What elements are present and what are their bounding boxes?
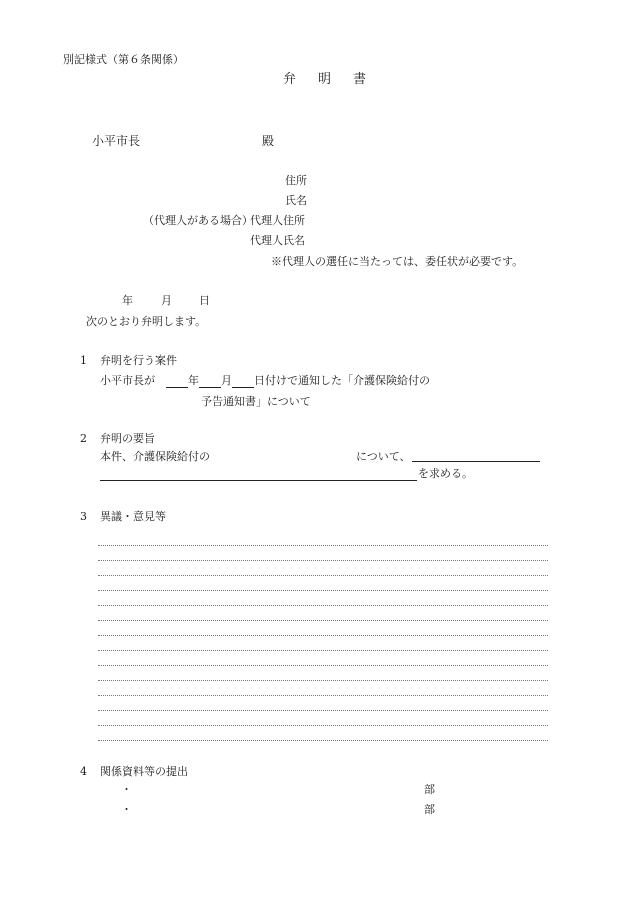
ruled-line[interactable] xyxy=(98,560,548,561)
ruled-line[interactable] xyxy=(98,620,548,621)
agent-address-label: 代理人住所 xyxy=(250,214,305,227)
address-label: 住所 xyxy=(285,174,307,187)
ruled-line[interactable] xyxy=(98,725,548,726)
case-line-1 xyxy=(100,374,430,388)
summary-line-1-mid: について、 xyxy=(356,450,411,463)
name-label: 氏名 xyxy=(285,194,307,207)
form-reference: 別記様式（第６条関係） xyxy=(63,53,184,66)
summary-blank-2[interactable] xyxy=(100,480,417,481)
ruled-line[interactable] xyxy=(98,680,548,681)
date-month: 月 xyxy=(161,294,172,307)
case-year-blank[interactable] xyxy=(166,375,188,388)
case-line-1-start: 小平市長が xyxy=(100,374,155,387)
ruled-line[interactable] xyxy=(98,590,548,591)
section-number: 4 xyxy=(80,765,87,778)
ruled-line[interactable] xyxy=(98,605,548,606)
summary-line-2-end: を求める。 xyxy=(418,467,473,480)
ruled-line[interactable] xyxy=(98,575,548,576)
title-char: 明 xyxy=(318,72,332,87)
section-heading: 弁明を行う案件 xyxy=(100,354,177,367)
material-bullet: ・ xyxy=(121,783,132,796)
case-line-2: 予告通知書」について xyxy=(201,395,311,408)
section-number: 1 xyxy=(80,354,87,367)
addressee-name: 小平市長 xyxy=(92,134,141,148)
case-month: 月 xyxy=(221,374,232,387)
section-heading: 関係資料等の提出 xyxy=(100,765,188,778)
section-heading: 異議・意見等 xyxy=(100,510,166,523)
ruled-line[interactable] xyxy=(98,635,548,636)
agent-condition: （代理人がある場合） xyxy=(143,214,253,227)
agent-note: ※代理人の選任に当たっては、委任状が必要です。 xyxy=(271,255,524,268)
title-char: 書 xyxy=(353,72,367,87)
ruled-line[interactable] xyxy=(98,695,548,696)
section-heading: 弁明の要旨 xyxy=(100,432,155,445)
material-bullet: ・ xyxy=(121,803,132,816)
ruled-line[interactable] xyxy=(98,665,548,666)
ruled-line[interactable] xyxy=(98,650,548,651)
case-year: 年 xyxy=(188,374,199,387)
material-unit: 部 xyxy=(424,803,435,816)
case-day-blank[interactable] xyxy=(232,375,254,388)
ruled-line[interactable] xyxy=(98,740,548,741)
case-month-blank[interactable] xyxy=(199,375,221,388)
material-unit: 部 xyxy=(424,783,435,796)
ruled-line[interactable] xyxy=(98,710,548,711)
section-number: 2 xyxy=(80,432,87,445)
agent-name-label: 代理人氏名 xyxy=(250,234,305,247)
intro-text: 次のとおり弁明します。 xyxy=(86,315,207,328)
summary-blank-1[interactable] xyxy=(412,461,540,462)
date-year: 年 xyxy=(122,294,133,307)
section-number: 3 xyxy=(80,510,87,523)
date-day: 日 xyxy=(199,294,210,307)
title-char: 弁 xyxy=(283,72,297,87)
case-line-1-end: 日付けで通知した「介護保険給付の xyxy=(254,374,430,387)
addressee-honorific: 殿 xyxy=(262,134,275,148)
document-title xyxy=(283,73,366,87)
ruled-line[interactable] xyxy=(98,545,548,546)
summary-line-1-start: 本件、介護保険給付の xyxy=(100,450,210,463)
